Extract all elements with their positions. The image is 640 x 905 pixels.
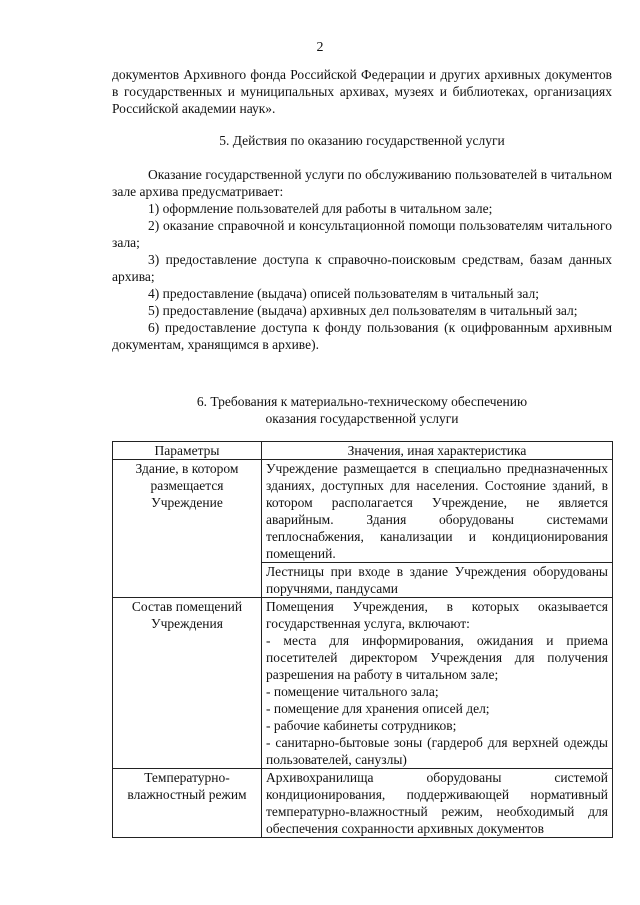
column-header-parameters: Параметры (113, 442, 262, 460)
page-number: 2 (316, 40, 324, 55)
table-row (113, 598, 613, 769)
list-item: 1) оформление пользователей для работы в читальном зале; (148, 201, 493, 216)
list-item: 5) предоставление (выдача) архивных дел пользователям в читальный зал; (148, 303, 578, 318)
section-5-heading: 5. Действия по оказанию государственной услуги (219, 133, 505, 148)
table-cell-parameter: Здание, в котором размещается Учреждение (113, 460, 262, 598)
section-6-heading-line-1: 6. Требования к материально-техническому обеспечению (196, 394, 528, 409)
list-item: 3) предоставление доступа к справочно-поисковым средствам, базам данных архива; (112, 252, 612, 284)
value-text: Лестницы при входе в здание Учреждения оборудованы поручнями, пандусами (262, 562, 612, 597)
value-text: - помещение читального зала; (266, 684, 439, 699)
table-cell-parameter: Температурно-влажностный режим (113, 769, 262, 838)
table-row (113, 769, 613, 838)
table-cell-value: Архивохранилища оборудованы системой кондиционирования, поддерживающей нормативный температурно-влажностный режим, необходимый для обеспечения сохранности архивных документов (262, 769, 613, 838)
value-text: - санитарно-бытовые зоны (гардероб для верхней одежды пользователей, санузлы) (266, 735, 608, 767)
value-text: - места для информирования, ожидания и приема посетителей директором Учреждения для получения разрешения на работу в читальном зале; (266, 633, 608, 682)
section-5-body (112, 166, 612, 353)
section-6-heading (112, 393, 612, 427)
section-6-heading-line-2: оказания государственной услуги (265, 411, 459, 426)
continuation-paragraph: документов Архивного фонда Российской Федерации и других архивных документов в государственных и муниципальных архивах, музеях и библиотеках, организациях Российской академии наук». (112, 67, 612, 116)
list-item: 2) оказание справочной и консультационной помощи пользователям читального зала; (112, 218, 612, 250)
value-text: - рабочие кабинеты сотрудников; (266, 718, 457, 733)
value-text: Учреждение размещается в специально предназначенных зданиях, доступных для населения. Состояние зданий, в котором располагается Учреждение, не является аварийным. Здания оборудованы системами теплоснабжения, канализации и кондиционирования помещений. (266, 461, 608, 561)
requirements-table (112, 441, 613, 838)
section-5-intro: Оказание государственной услуги по обслуживанию пользователей в читальном зале архива предусматривает: (112, 167, 612, 199)
table-header-row (113, 442, 613, 460)
list-item: 6) предоставление доступа к фонду пользования (к оцифрованным архивным документам, хранящимся в архиве). (112, 320, 612, 352)
column-header-values: Значения, иная характеристика (262, 442, 613, 460)
value-text: Помещения Учреждения, в которых оказывается государственная услуга, включают: (266, 599, 608, 631)
table-cell-value (262, 460, 613, 598)
value-text: - помещение для хранения описей дел; (266, 701, 490, 716)
list-item: 4) предоставление (выдача) описей пользователям в читальный зал; (148, 286, 539, 301)
table-cell-value (262, 598, 613, 769)
table-row (113, 460, 613, 598)
table-cell-parameter: Состав помещений Учреждения (113, 598, 262, 769)
